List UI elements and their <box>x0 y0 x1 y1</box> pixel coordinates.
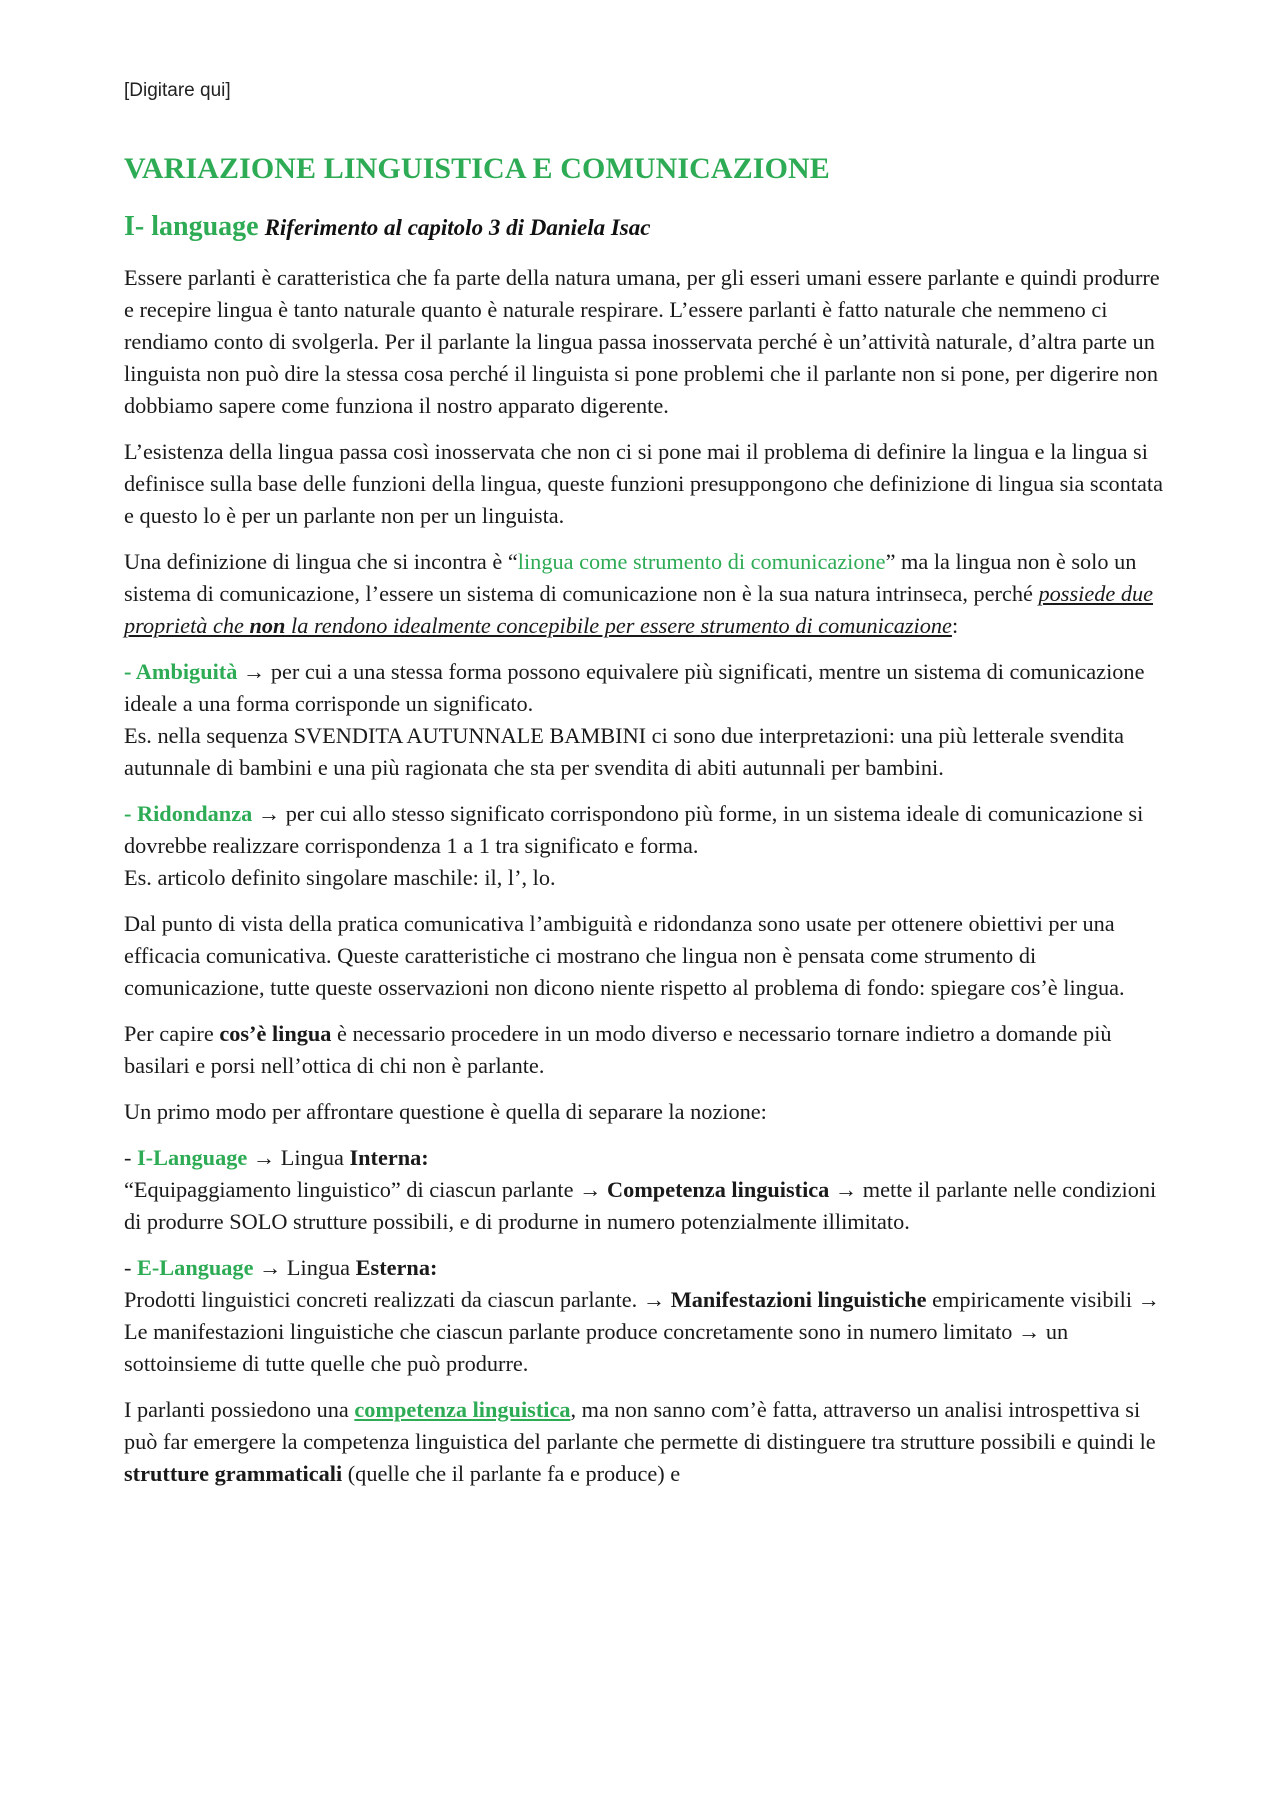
e-lang-dash: - <box>124 1255 137 1280</box>
i-lang-kind: Interna: <box>349 1145 429 1170</box>
p5-bold: cos’è lingua <box>219 1021 332 1046</box>
ambiguity-term: - Ambiguità <box>124 659 238 684</box>
section-heading <box>124 211 650 243</box>
e-lang-kind: Esterna: <box>355 1255 438 1280</box>
p3-quote: lingua come strumento di comunicazione <box>517 549 886 574</box>
paragraph-6: Un primo modo per affrontare questione è quella di separare la nozione: <box>124 1099 767 1124</box>
arrow-icon: → <box>253 1255 287 1280</box>
arrow-icon: → <box>1018 1319 1046 1344</box>
competence-link[interactable]: competenza linguistica <box>354 1397 571 1422</box>
p3-text-c: : <box>951 613 959 638</box>
e-lang-text-a: Prodotti linguistici concreti realizzati da ciascun parlante. <box>124 1287 643 1312</box>
ambiguity-example: Es. nella sequenza SVENDITA AUTUNNALE BAMBINI ci sono due interpretazioni: una più letterale svendita autunnale di bambini e una più ragionata che sta per svendita di abiti autunnali per bambini. <box>124 723 1125 780</box>
paragraph-4: Dal punto di vista della pratica comunicativa l’ambiguità e ridondanza sono usate per ottenere obiettivi per una efficacia comunicativa. Queste caratteristiche ci mostrano che lingua non è pensata come strumento di comunicazione, tutte queste osservazioni non dicono niente rispetto al problema di fondo: spiegare cos’è lingua. <box>124 911 1125 1000</box>
paragraph-7 <box>124 1394 1164 1490</box>
i-lang-competence: Competenza linguistica <box>606 1177 830 1202</box>
i-lang-text-b: mette il parlante nelle condizioni di produrre SOLO strutture possibili, e di produrne in numero potenzialmente illimitato. <box>124 1177 1157 1234</box>
section-reference: Riferimento al capitolo 3 di Daniela Isac <box>264 215 651 240</box>
redundancy-item <box>124 798 1164 894</box>
p3-text-b: ” ma la lingua non è solo un sistema di comunicazione, l’essere un sistema di comunicazione non è la sua natura intrinseca, perché <box>124 549 1137 606</box>
p7-text-c: (quelle che il parlante fa e produce) e <box>342 1461 681 1486</box>
i-language-item <box>124 1142 1164 1238</box>
redundancy-example: Es. articolo definito singolare maschile: il, l’, lo. <box>124 865 556 890</box>
arrow-icon: → <box>579 1177 607 1202</box>
p3-underlined-non: non <box>249 613 286 638</box>
i-lang-dash: - <box>124 1145 137 1170</box>
section-label: I- language <box>124 211 259 242</box>
paragraph-2: L’esistenza della lingua passa così inosservata che non ci si pone mai il problema di definire la lingua e la lingua si definisce sulla base delle funzioni della lingua, queste funzioni presuppongono che definizione di lingua sia scontata e questo lo è per un parlante non per un linguista. <box>124 439 1163 528</box>
arrow-icon: → <box>237 659 271 684</box>
p5-text-a: Per capire <box>124 1021 220 1046</box>
p7-text-b: , ma non sanno com’è fatta, attraverso un analisi introspettiva si può far emergere la competenza linguistica del parlante che permette di distinguere tra strutture possibili e quindi le <box>124 1397 1156 1454</box>
i-language-term: I-Language <box>137 1145 248 1170</box>
e-language-item <box>124 1252 1164 1380</box>
p3-underlined-1: possiede due proprietà che <box>124 581 1154 638</box>
redundancy-term: - Ridondanza <box>124 801 253 826</box>
paragraph-1: Essere parlanti è caratteristica che fa parte della natura umana, per gli esseri umani essere parlante e quindi produrre e recepire lingua è tanto naturale quanto è naturale respirare. L’essere parlanti è fatto naturale che nemmeno ci rendiamo conto di svolgerla. Per il parlante la lingua passa inosservata perché è un’attività naturale, d’altra parte un linguista non può dire la stessa cosa perché il linguista si pone problemi che il parlante non si pone, per digerire non dobbiamo sapere come funziona il nostro apparato digerente. <box>124 265 1160 418</box>
ambiguity-item <box>124 656 1164 784</box>
header-placeholder[interactable]: [Digitare qui] <box>124 80 231 101</box>
arrow-icon: → <box>1137 1287 1160 1312</box>
e-lang-text-d: un sottoinsieme di tutte quelle che può produrre. <box>124 1319 1069 1376</box>
paragraph-3 <box>124 546 1164 642</box>
ambiguity-text: per cui a una stessa forma possono equivalere più significati, mentre un sistema di comunicazione ideale a una forma corrisponde un significato. <box>124 659 1145 716</box>
e-lang-text-b: empiricamente visibili <box>926 1287 1138 1312</box>
p7-text-a: I parlanti possiedono una <box>124 1397 355 1422</box>
i-lang-text-a: “Equipaggiamento linguistico” di ciascun parlante <box>124 1177 580 1202</box>
p3-underlined-2: la rendono idealmente concepibile per essere strumento di comunicazione <box>285 613 952 638</box>
e-lang-text-c: Le manifestazioni linguistiche che ciascun parlante produce concretamente sono in numero limitato <box>124 1319 1019 1344</box>
paragraph-5 <box>124 1018 1164 1082</box>
p5-text-b: è necessario procedere in un modo diverso e necessario tornare indietro a domande più basilari e porsi nell’ottica di chi non è parlante. <box>124 1021 1112 1078</box>
arrow-icon: → <box>252 801 286 826</box>
arrow-icon: → <box>642 1287 671 1312</box>
e-lang-manifestations: Manifestazioni linguistiche <box>670 1287 927 1312</box>
i-lang-lingua: Lingua <box>280 1145 350 1170</box>
e-language-term: E-Language <box>137 1255 254 1280</box>
p7-bold: strutture grammaticali <box>124 1461 343 1486</box>
arrow-icon: → <box>829 1177 863 1202</box>
redundancy-text: per cui allo stesso significato corrispondono più forme, in un sistema ideale di comunicazione si dovrebbe realizzare corrispondenza 1 a 1 tra significato e forma. <box>124 801 1144 858</box>
arrow-icon: → <box>247 1145 281 1170</box>
p3-text-a: Una definizione di lingua che si incontra è “ <box>124 549 518 574</box>
document-title: VARIAZIONE LINGUISTICA E COMUNICAZIONE <box>124 152 830 185</box>
document-body <box>124 262 1164 1504</box>
e-lang-lingua: Lingua <box>286 1255 356 1280</box>
